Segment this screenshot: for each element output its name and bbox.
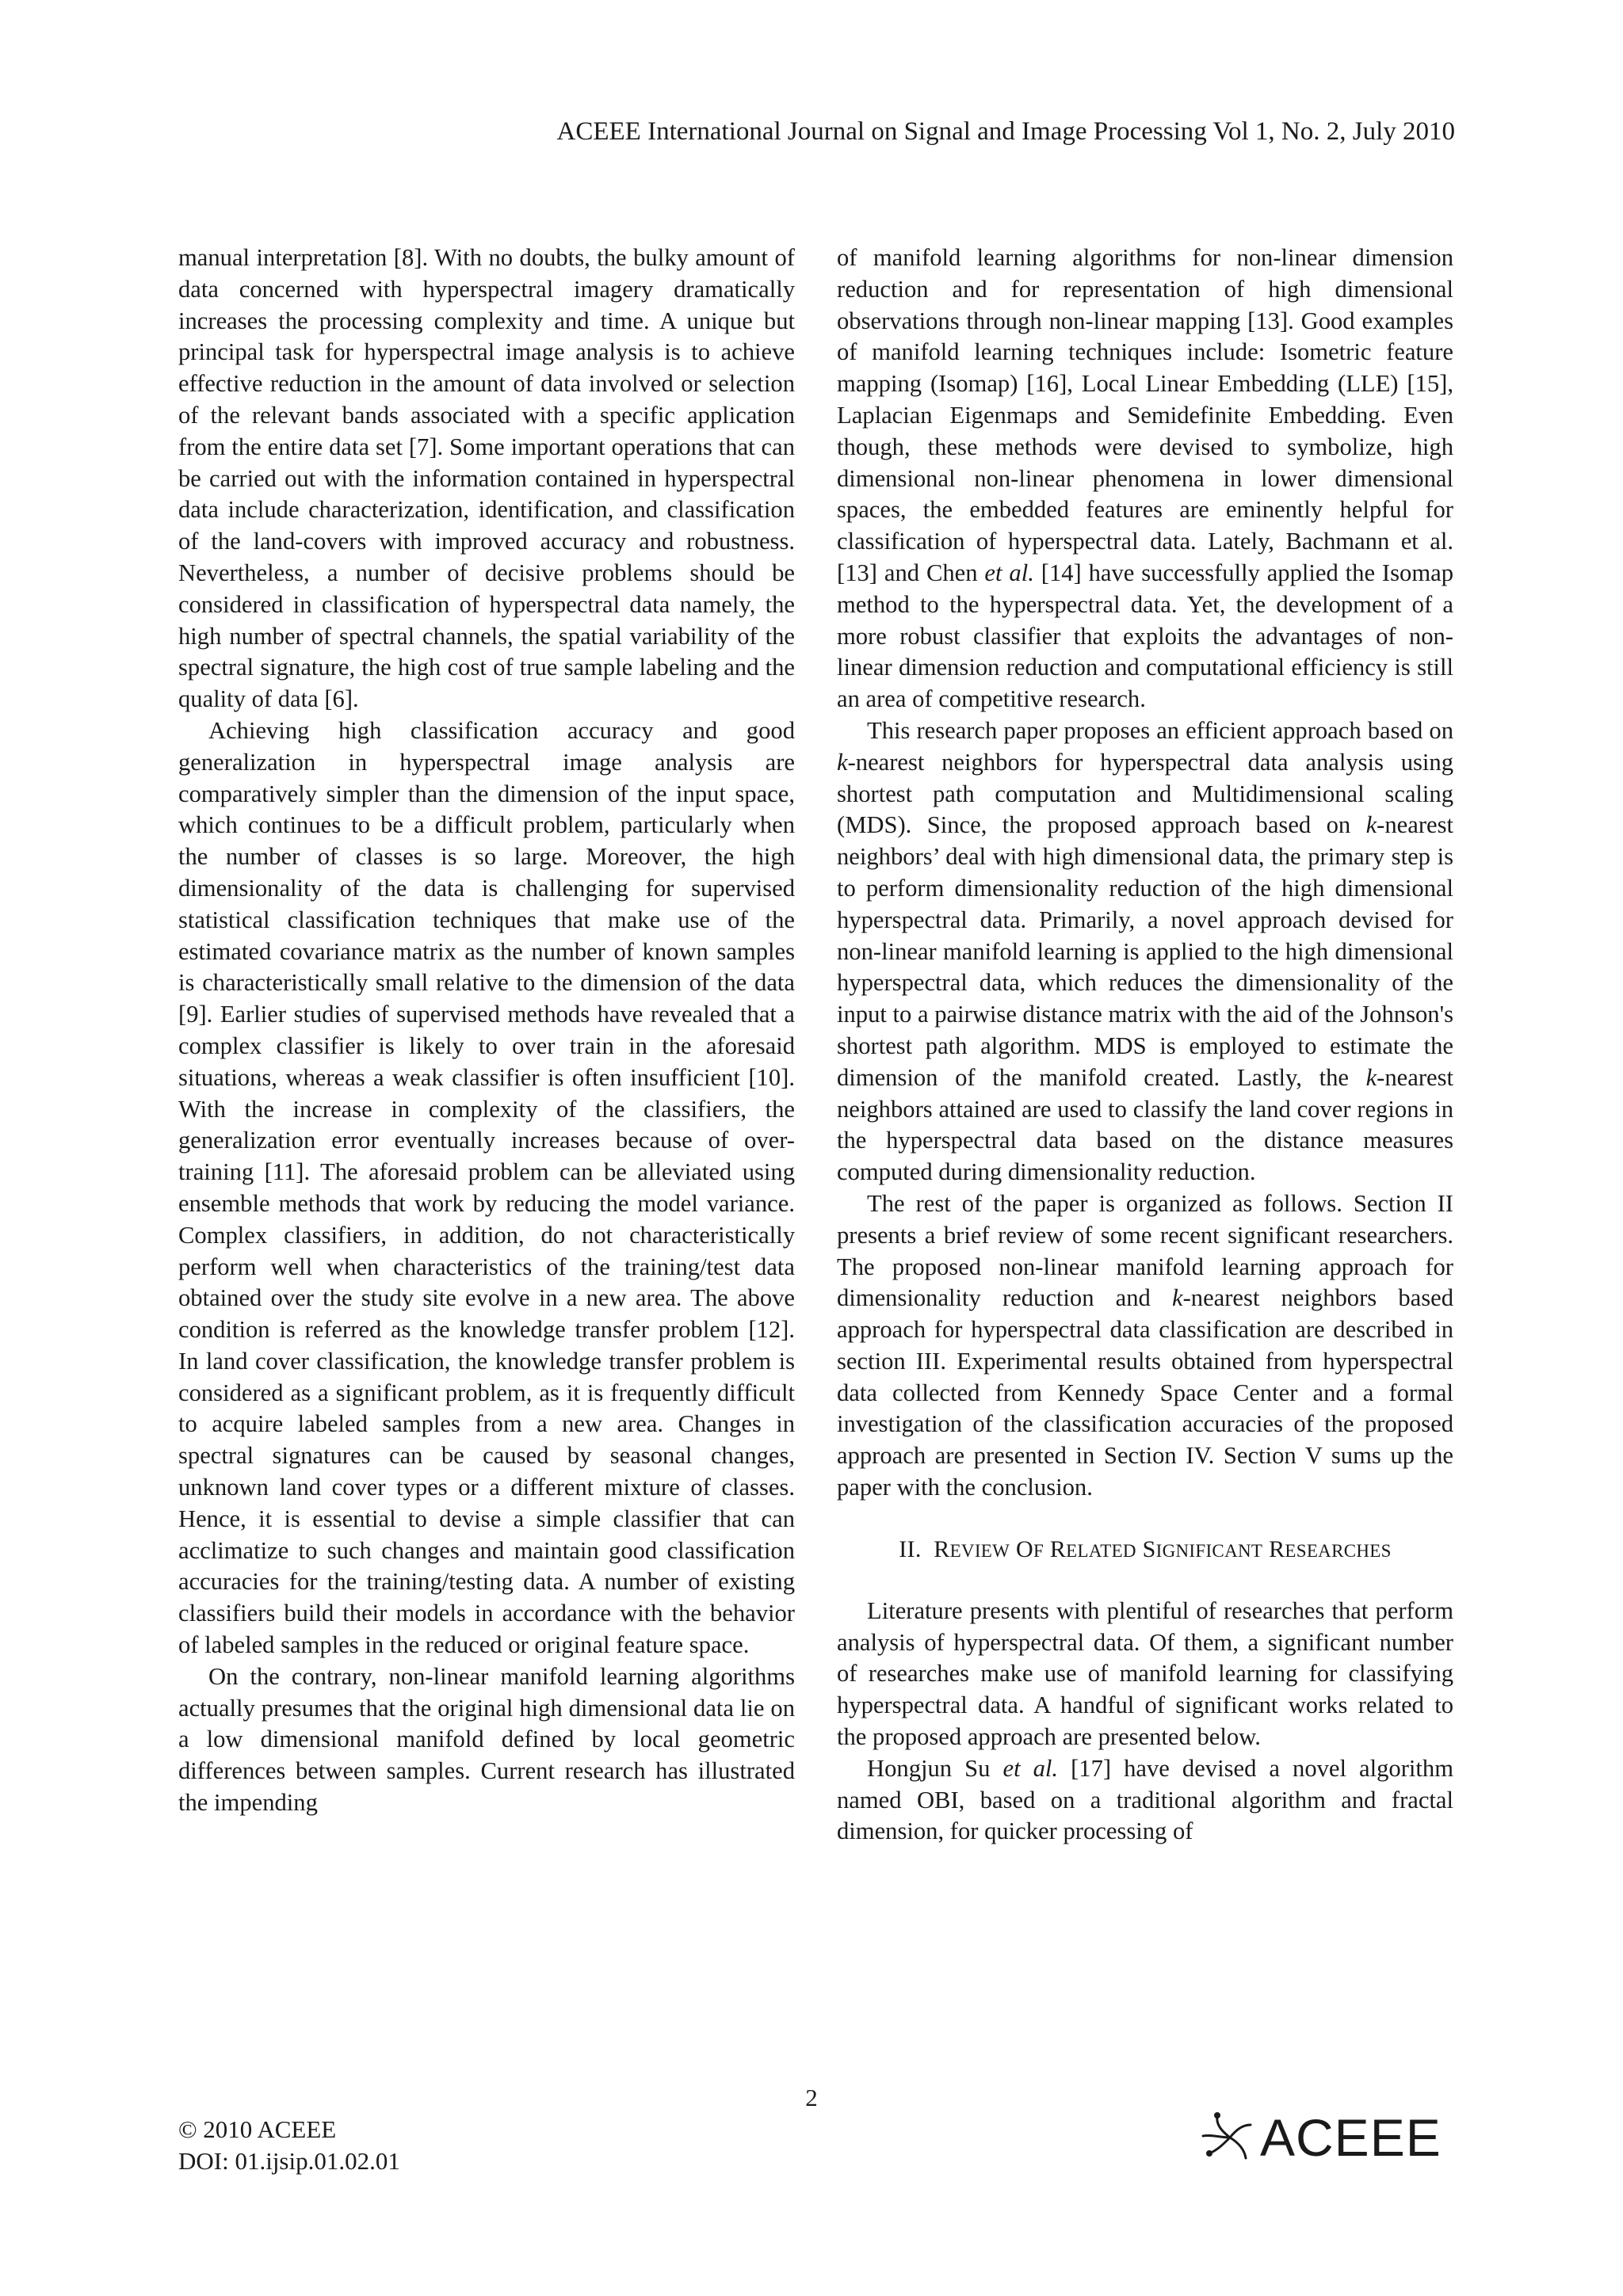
paragraph: of manifold learning algorithms for non-linear dimension reduction and for representation of high dimensional observations through non-linear mapping [13]. Good examples of manifold learning techniques include: Isometric feature mapping (Isomap) [16], Local Linear Embedding (LLE) [15], Laplacian Eigenmaps and Semidefinite Embedding. Even though, these methods were devised to symbolize, high dimensional non-linear phenomena in lower dimensional spaces, the embedded features are eminently helpful for classification of hyperspectral data. Lately, Bachmann et al. [13] and Chen et al. [14] have successfully applied the Isomap method to the hyperspectral data. Yet, the development of a more robust classifier that exploits the advantages of non-linear dimension reduction and computational efficiency is still an area of competitive research. (837, 244, 1453, 713)
paragraph: Achieving high classification accuracy and good generalization in hyperspectral image analysis are comparatively simpler than the dimension of the input space, which continues to be a difficult problem, particularly when the number of classes is so large. Moreover, the high dimensionality of the data is challenging for supervised statistical classification techniques that make use of the estimated covariance matrix as the number of known samples is characteristically small relative to the dimension of the data [9]. Earlier studies of supervised methods have revealed that a complex classifier is likely to over train in the aforesaid situations, whereas a weak classifier is often insufficient [10]. With the increase in complexity of the classifiers, the generalization error eventually increases because of over-training [11]. The aforesaid problem can be alleviated using ensemble methods that work by reducing the model variance. Complex classifiers, in addition, do not characteristically perform well when characteristics of the training/test data obtained over the study site evolve in a new area. The above condition is referred as the knowledge transfer problem [12]. In land cover classification, the knowledge transfer problem is considered as a significant problem, as it is frequently difficult to acquire labeled samples from a new area. Changes in spectral signatures can be caused by seasonal changes, unknown land cover types or a different mixture of classes. Hence, it is essential to devise a simple classifier that can acclimatize to such changes and maintain good classification accuracies for the training/testing data. A number of existing classifiers build their models in accordance with the behavior of labeled samples in the reduced or original feature space. (178, 716, 795, 1659)
logo-text: ACEEE (1260, 2108, 1442, 2167)
copyright: © 2010 ACEEE (178, 2115, 337, 2143)
paragraph: On the contrary, non-linear manifold learning algorithms actually presumes that the original high dimensional data lie on a low dimensional manifold defined by local geometric differences between samples. Current research has illustrated the impending (178, 1662, 795, 1817)
section-heading (837, 1534, 1453, 1567)
aceee-logo (1198, 2107, 1444, 2171)
section-number: II. (899, 1535, 922, 1562)
paragraph: The rest of the paper is organized as follows. Section II presents a brief review of some recent significant researchers. The proposed non-linear manifold learning approach for dimensionality reduction and k-nearest neighbors based approach for hyperspectral data classification are described in section III. Experimental results obtained from hyperspectral data collected from Kennedy Space Center and a formal investigation of the classification accuracies of the proposed approach are presented in Section IV. Section V sums up the paper with the conclusion. (837, 1189, 1453, 1501)
doi: DOI: 01.ijsip.01.02.01 (178, 2147, 400, 2175)
left-column (178, 242, 795, 1819)
page-number: 2 (805, 2084, 818, 2111)
paragraph: Hongjun Su et al. [17] have devised a novel algorithm named OBI, based on a traditional algorithm and fractal dimension, for quicker processing of (837, 1754, 1453, 1845)
paragraph: manual interpretation [8]. With no doubts, the bulky amount of data concerned with hyperspectral imagery dramatically increases the processing complexity and time. A unique but principal task for hyperspectral image analysis is to achieve effective reduction in the amount of data involved or selection of the relevant bands associated with a specific application from the entire data set [7]. Some important operations that can be carried out with the information contained in hyperspectral data include characterization, identification, and classification of the land-covers with improved accuracy and robustness. Nevertheless, a number of decisive problems should be considered in classification of hyperspectral data namely, the high number of spectral channels, the spatial variability of the spectral signature, the high cost of true sample labeling and the quality of data [6]. (178, 244, 795, 713)
journal-header: ACEEE International Journal on Signal and Image Processing Vol 1, No. 2, July 2010 (556, 117, 1455, 146)
section-title: REVIEW OF RELATED SIGNIFICANT RESEARCHES (934, 1535, 1392, 1562)
paragraph: This research paper proposes an efficient approach based on k-nearest neighbors for hyperspectral data analysis using shortest path computation and Multidimensional scaling (MDS). Since, the proposed approach based on k-nearest neighbors’ deal with high dimensional data, the primary step is to perform dimensionality reduction of the high dimensional hyperspectral data. Primarily, a novel approach devised for non-linear manifold learning is applied to the high dimensional hyperspectral data, which reduces the dimensionality of the input to a pairwise distance matrix with the aid of the Johnson's shortest path algorithm. MDS is employed to estimate the dimension of the manifold created. Lastly, the k-nearest neighbors attained are used to classify the land cover regions in the hyperspectral data based on the distance measures computed during dimensionality reduction. (837, 716, 1453, 1186)
right-column (837, 242, 1453, 1848)
footer (178, 2114, 400, 2177)
aceee-logo-icon (1198, 2107, 1258, 2168)
paragraph: Literature presents with plentiful of researches that perform analysis of hyperspectral data. Of them, a significant number of researches make use of manifold learning for classifying hyperspectral data. A handful of significant works related to the proposed approach are presented below. (837, 1596, 1453, 1751)
